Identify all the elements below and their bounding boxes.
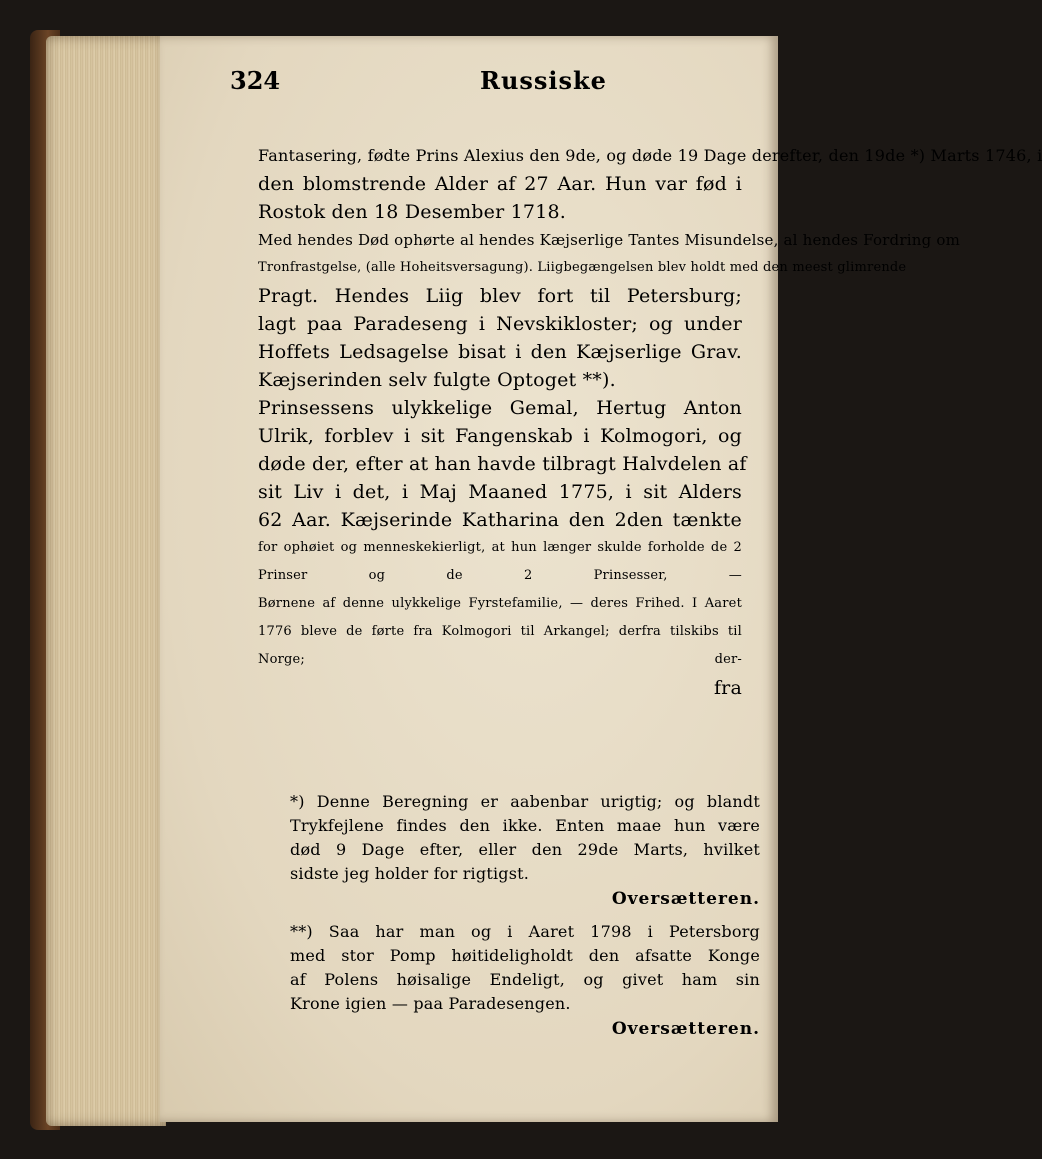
- text-line: Rostok den 18 Desember 1718.: [258, 201, 567, 223]
- text-line: Hoffets Ledsagelse bisat i den Kæjserlige Grav.: [258, 341, 742, 363]
- text-line: Med hendes Død ophørte al hendes Kæjserlige Tantes Misundelse, al hendes Fordring om: [258, 231, 961, 249]
- text-line: Prinsessens ulykkelige Gemal, Hertug Anton: [258, 397, 742, 419]
- text-line: Ulrik, forblev i sit Fangenskab i Kolmogori, og: [258, 425, 742, 447]
- page-number: 324: [230, 66, 281, 95]
- text-line: 62 Aar. Kæjserinde Katharina den 2den tænkte: [258, 509, 742, 531]
- text-line: døde der, efter at han havde tilbragt Halvdelen af: [258, 453, 747, 475]
- page-edges: [46, 36, 166, 1126]
- footnote-2: [290, 920, 760, 1042]
- page-header: [230, 66, 770, 106]
- text-line: Kæjserinden selv fulgte Optoget **).: [258, 369, 616, 391]
- footnote-line: Trykfejlene findes den ikke. Enten maae hun være: [290, 816, 760, 835]
- body-text: [258, 142, 1042, 702]
- text-line: lagt paa Paradeseng i Nevskikloster; og under: [258, 313, 742, 335]
- footnote-line: **) Saa har man og i Aaret 1798 i Petersborg: [290, 922, 760, 941]
- footnote-line: død 9 Dage efter, eller den 29de Marts, hvilket: [290, 840, 760, 859]
- text-line: Tronfrastgelse, (alle Hoheitsversagung). Liigbegængelsen blev holdt med den meest glimrende: [258, 260, 907, 275]
- footnote-line: Krone igien — paa Paradesengen.: [290, 994, 571, 1013]
- text-line: sit Liv i det, i Maj Maaned 1775, i sit Alders: [258, 481, 742, 503]
- running-title: Russiske: [480, 66, 607, 95]
- footnote-1: [290, 790, 760, 912]
- footnote-line: af Polens høisalige Endeligt, og givet ham sin: [290, 970, 760, 989]
- text-line: for ophøiet og menneskekierligt, at hun længer skulde forholde de 2 Prinser og de 2 Prinsesser, —: [258, 540, 742, 583]
- footnote-signature: Oversætteren.: [611, 889, 760, 909]
- text-line: den blomstrende Alder af 27 Aar. Hun var fød i: [258, 173, 742, 195]
- footnote-line: med stor Pomp høitideligholdt den afsatte Konge: [290, 946, 760, 965]
- text-line: Børnene af denne ulykkelige Fyrstefamilie, — deres Frihed. I Aaret 1776 bleve de førte fra Kolmogori til Arkangel; derfra tilskibs til Norge; der-: [258, 596, 742, 667]
- footnote-line: sidste jeg holder for rigtigst.: [290, 864, 530, 883]
- footnote-line: *) Denne Beregning er aabenbar urigtig; og blandt: [290, 792, 760, 811]
- text-line: Fantasering, fødte Prins Alexius den 9de, og døde 19 Dage derefter, den 19de *) Marts 1746, i: [258, 146, 1042, 165]
- footnote-signature: Oversætteren.: [611, 1019, 760, 1039]
- text-line: fra: [713, 677, 742, 699]
- text-line: Pragt. Hendes Liig blev fort til Petersburg;: [258, 285, 742, 307]
